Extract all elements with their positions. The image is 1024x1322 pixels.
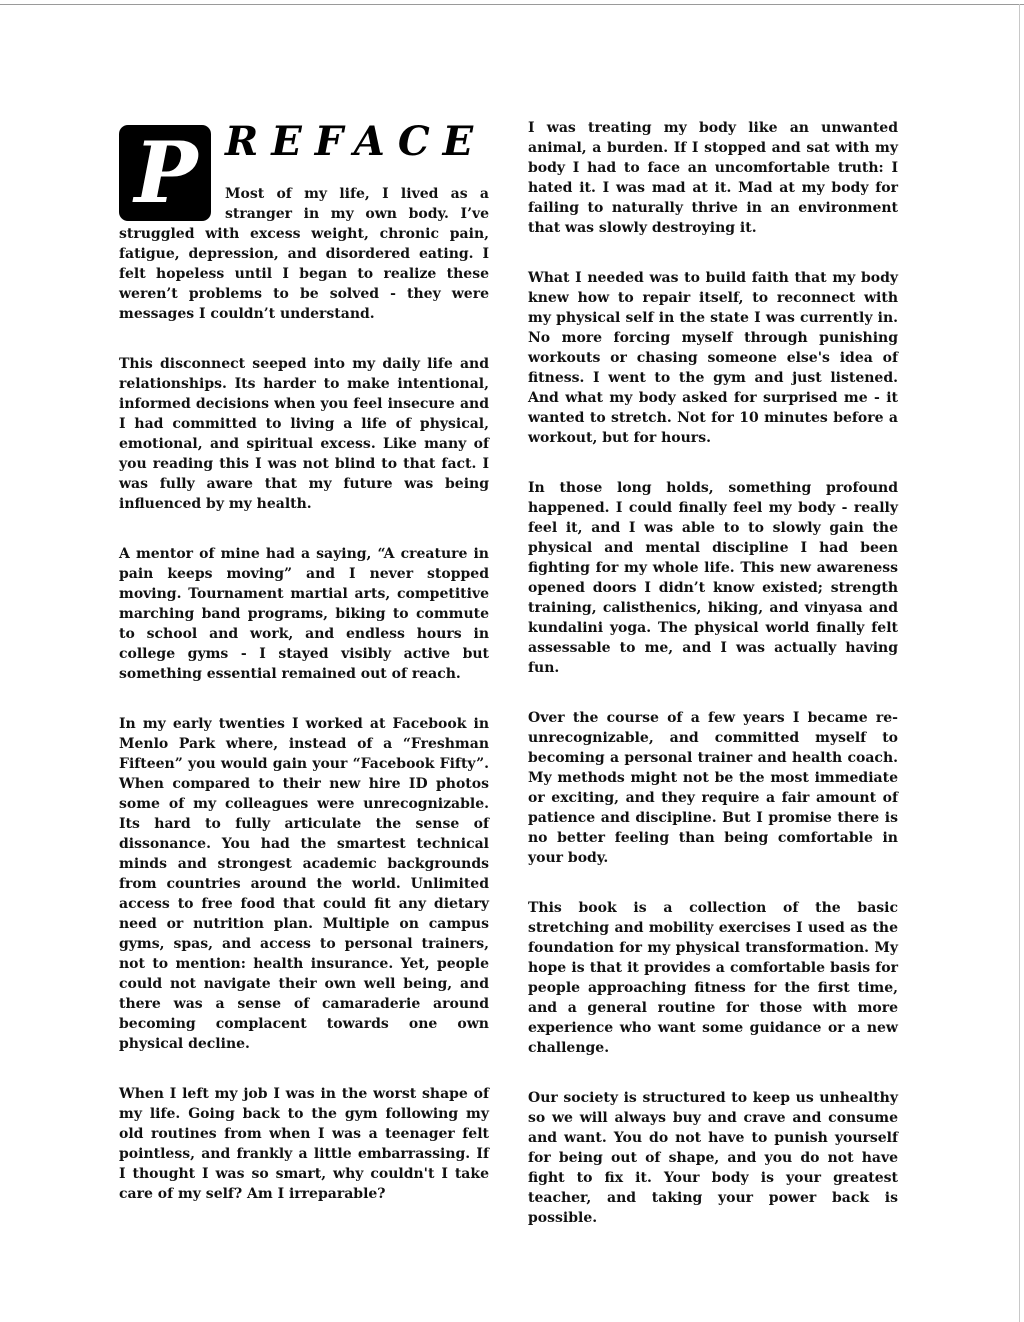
preface-heading: REFACE xyxy=(225,118,487,165)
drop-cap: P xyxy=(119,125,211,221)
paragraph: I was treating my body like an unwanted animal, a burden. If I stopped and sat with my body I had to face an uncomfortable truth: I hated it. I was mad at it. Mad at my body for failing to naturally thrive in an environment that was slowly destroying it. xyxy=(528,120,898,236)
paragraph: Our society is structured to keep us unhealthy so we will always buy and crave and consume and want. You do not have to punish yourself for being out of shape, and you do not have fight to fix it. Your body is your greatest teacher, and taking your power back is possible. xyxy=(528,1090,898,1226)
page-right-border xyxy=(1019,4,1020,1322)
paragraph: In my early twenties I worked at Facebook in Menlo Park where, instead of a “Freshman Fifteen” you would gain your “Facebook Fifty”. When compared to their new hire ID photos some of my colleagues were unrecognizable. Its hard to fully articulate the sense of dissonance. You had the smartest technical minds and strongest academic backgrounds from countries around the world. Unlimited access to free food that could fit any dietary need or nutrition plan. Multiple on campus gyms, spas, and access to personal trainers, not to mention: health insurance. Yet, people could not navigate their own well being, and there was a sense of camaraderie around becoming complacent towards one own physical decline. xyxy=(119,716,489,1052)
paragraph: In those long holds, something profound happened. I could finally feel my body - really feel it, and I was able to to slowly gain the physical and mental discipline I had been fighting for my whole life. This new awareness opened doors I didn’t know existed; strength training, calisthenics, hiking, and vinyasa and kundalini yoga. The physical world finally felt assessable to me, and I was actually having fun. xyxy=(528,480,898,676)
left-column xyxy=(119,118,489,1234)
paragraph: A mentor of mine had a saying, “A creature in pain keeps moving” and I never stopped moving. Tournament martial arts, competitive marching band programs, biking to commute to school and work, and endless hours in college gyms - I stayed visibly active but something essential remained out of reach. xyxy=(119,546,489,682)
paragraph: When I left my job I was in the worst shape of my life. Going back to the gym following my old routines from when I was a teenager felt pointless, and frankly a little embarrassing. If I thought I was so smart, why couldn't I take care of my self? Am I irreparable? xyxy=(119,1086,489,1202)
paragraph: Most of my life, I lived as a stranger in my own body. I’ve struggled with excess weight, chronic pain, fatigue, depression, and disordered eating. I felt hopeless until I began to realize these weren’t problems to be solved - they were messages I couldn’t understand. xyxy=(119,186,489,322)
page-top-border xyxy=(0,4,1024,5)
paragraph: What I needed was to build faith that my body knew how to repair itself, to reconnect with my physical self in the state I was currently in. No more forcing myself through punishing workouts or chasing someone else's idea of fitness. I went to the gym and just listened. And what my body asked for surprised me - it wanted to stretch. Not for 10 minutes before a workout, but for hours. xyxy=(528,270,898,446)
paragraph: This disconnect seeped into my daily life and relationships. Its harder to make intentional, informed decisions when you feel insecure and I had committed to living a life of physical, emotional, and spiritual excess. Like many of you reading this I was not blind to that fact. I was fully aware that my future was being influenced by my health. xyxy=(119,356,489,512)
right-column xyxy=(528,118,898,1258)
paragraph: Over the course of a few years I became re-unrecognizable, and committed myself to becoming a personal trainer and health coach. My methods might not be the most immediate or exciting, and they require a fair amount of patience and discipline. But I promise there is no better feeling than being comfortable in your body. xyxy=(528,710,898,866)
paragraph: This book is a collection of the basic stretching and mobility exercises I used as the foundation for my physical transformation. My hope is that it provides a comfortable basis for people approaching fitness for the first time, and a general routine for those with more experience who want some guidance or a new challenge. xyxy=(528,900,898,1056)
